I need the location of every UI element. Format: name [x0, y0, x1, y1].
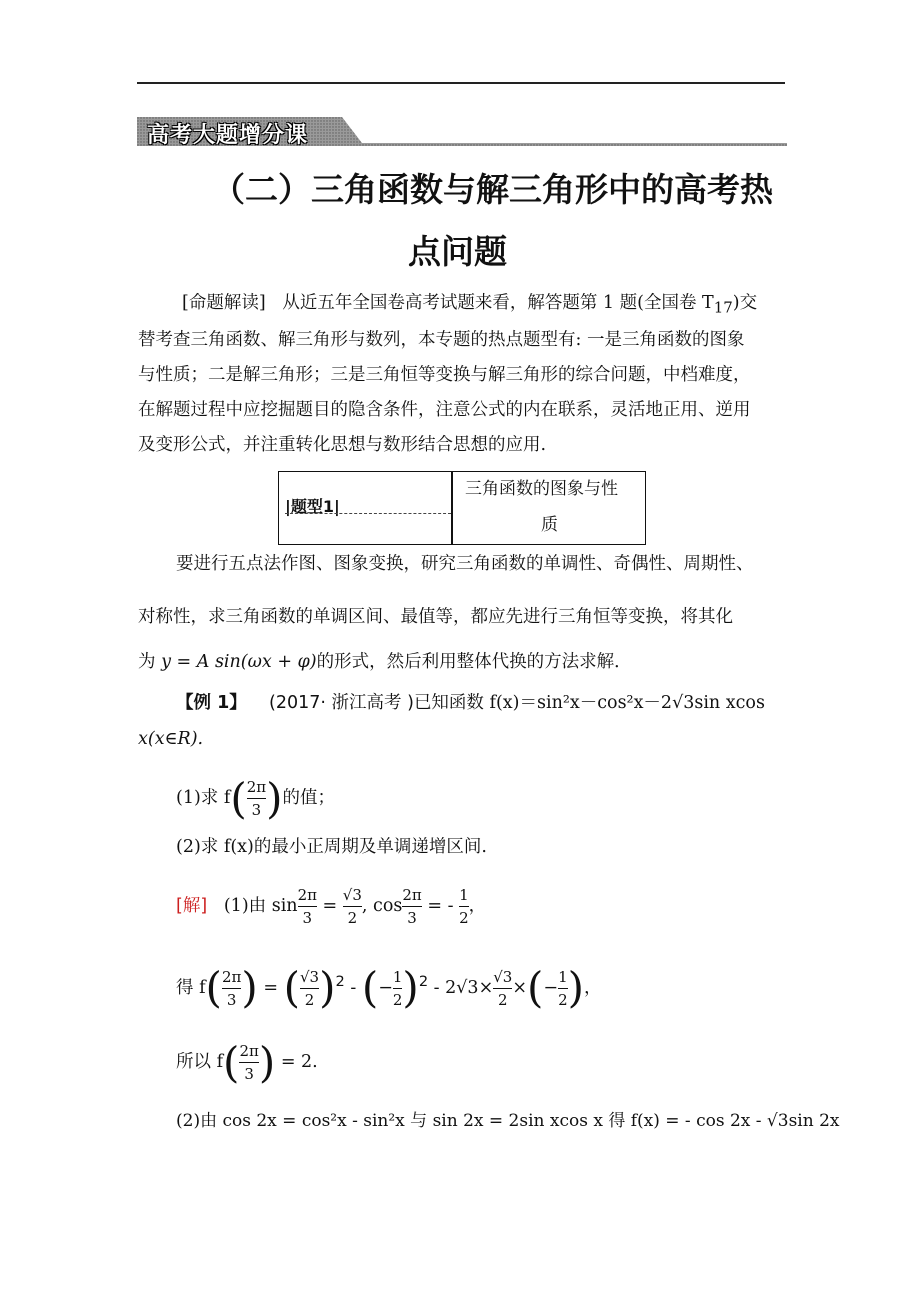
example-statement: 已知函数 f(x)＝sin²x－cos²x－2√3sin xcos — [413, 693, 765, 713]
type-tag-underline — [285, 513, 451, 514]
intro-line3: 与性质；二是解三角形；三是三角恒等变换与解三角形的综合问题，中档难度， — [138, 365, 751, 385]
question-2: (2)求 f(x)的最小正周期及单调递增区间. — [176, 837, 487, 857]
solution-line2: 得 f( $\frac{2\pi}{3}$ ) = ( $\frac{√3}{2}$ )$^2$ - (− $\frac{1}{2}$ )$^2$ - 2√3× $\frac{√3}{2}$ ×(− $\frac{1}{2}$ )， — [176, 963, 602, 1013]
section-banner — [137, 117, 787, 149]
solution-line4: (2)由 cos 2x = cos²x - sin²x 与 sin 2x = 2sin xcos x 得 f(x) = - cos 2x - √3sin 2x — [176, 1111, 840, 1131]
solution-line3: 所以 f( $\frac{2\pi}{3}$ ) = 2. — [176, 1037, 318, 1087]
method-line2: 对称性，求三角函数的单调区间、最值等，都应先进行三角恒等变换，将其化 — [138, 607, 733, 627]
intro-tag: [命题解读] — [182, 293, 266, 313]
type-box — [278, 471, 646, 545]
header-rule — [137, 82, 785, 84]
example-line1 — [176, 686, 765, 720]
intro-line2: 替考查三角函数、解三角形与数列，本专题的热点题型有: 一是三角函数的图象 — [138, 330, 745, 350]
q1-fraction: $\frac{2\pi}{3}$ — [246, 778, 267, 819]
example-line2: x(x∈R). — [138, 729, 204, 749]
example-label: 【例 1】 — [176, 693, 247, 713]
type-tag: |题型1| — [285, 497, 340, 516]
example-source: (2017· 浙江高考 ) — [269, 693, 414, 713]
solution-line1: [解] (1)由 sin $\frac{2\pi}{3}$ = $\frac{√3}{2}$ , cos $\frac{2\pi}{3}$ = - $\frac{1}{2}$ ， — [176, 886, 487, 927]
banner-label: 高考大题增分课 — [147, 123, 309, 148]
method-line1: 要进行五点法作图、图象变换，研究三角函数的单调性、奇偶性、周期性、 — [176, 554, 754, 574]
type-title-line2: 质 — [541, 515, 558, 535]
type-title-line1: 三角函数的图象与性 — [465, 479, 618, 499]
intro-line4: 在解题过程中应挖掘题目的隐含条件，注意公式的内在联系，灵活地正用、逆用 — [138, 400, 751, 420]
intro-line1: [命题解读] 从近五年全国卷高考试题来看，解答题第 1 题(全国卷 $T_{17}$)交 — [182, 293, 758, 317]
method-line3: 为 y = A sin(ωx + φ)的形式，然后利用整体代换的方法求解． — [138, 652, 632, 672]
method-formula: y = A sin(ωx + φ) — [161, 652, 317, 672]
intro-line5: 及变形公式，并注重转化思想与数形结合思想的应用. — [138, 435, 547, 455]
page-title-line1: （二）三角函数与解三角形中的高考热 — [212, 170, 773, 209]
page-title-line2: 点问题 — [408, 232, 507, 271]
question-1: (1)求 f( $\frac{2\pi}{3}$ )的值； — [176, 773, 336, 823]
type-box-divider — [451, 472, 453, 544]
solution-label: [解] — [176, 896, 208, 916]
